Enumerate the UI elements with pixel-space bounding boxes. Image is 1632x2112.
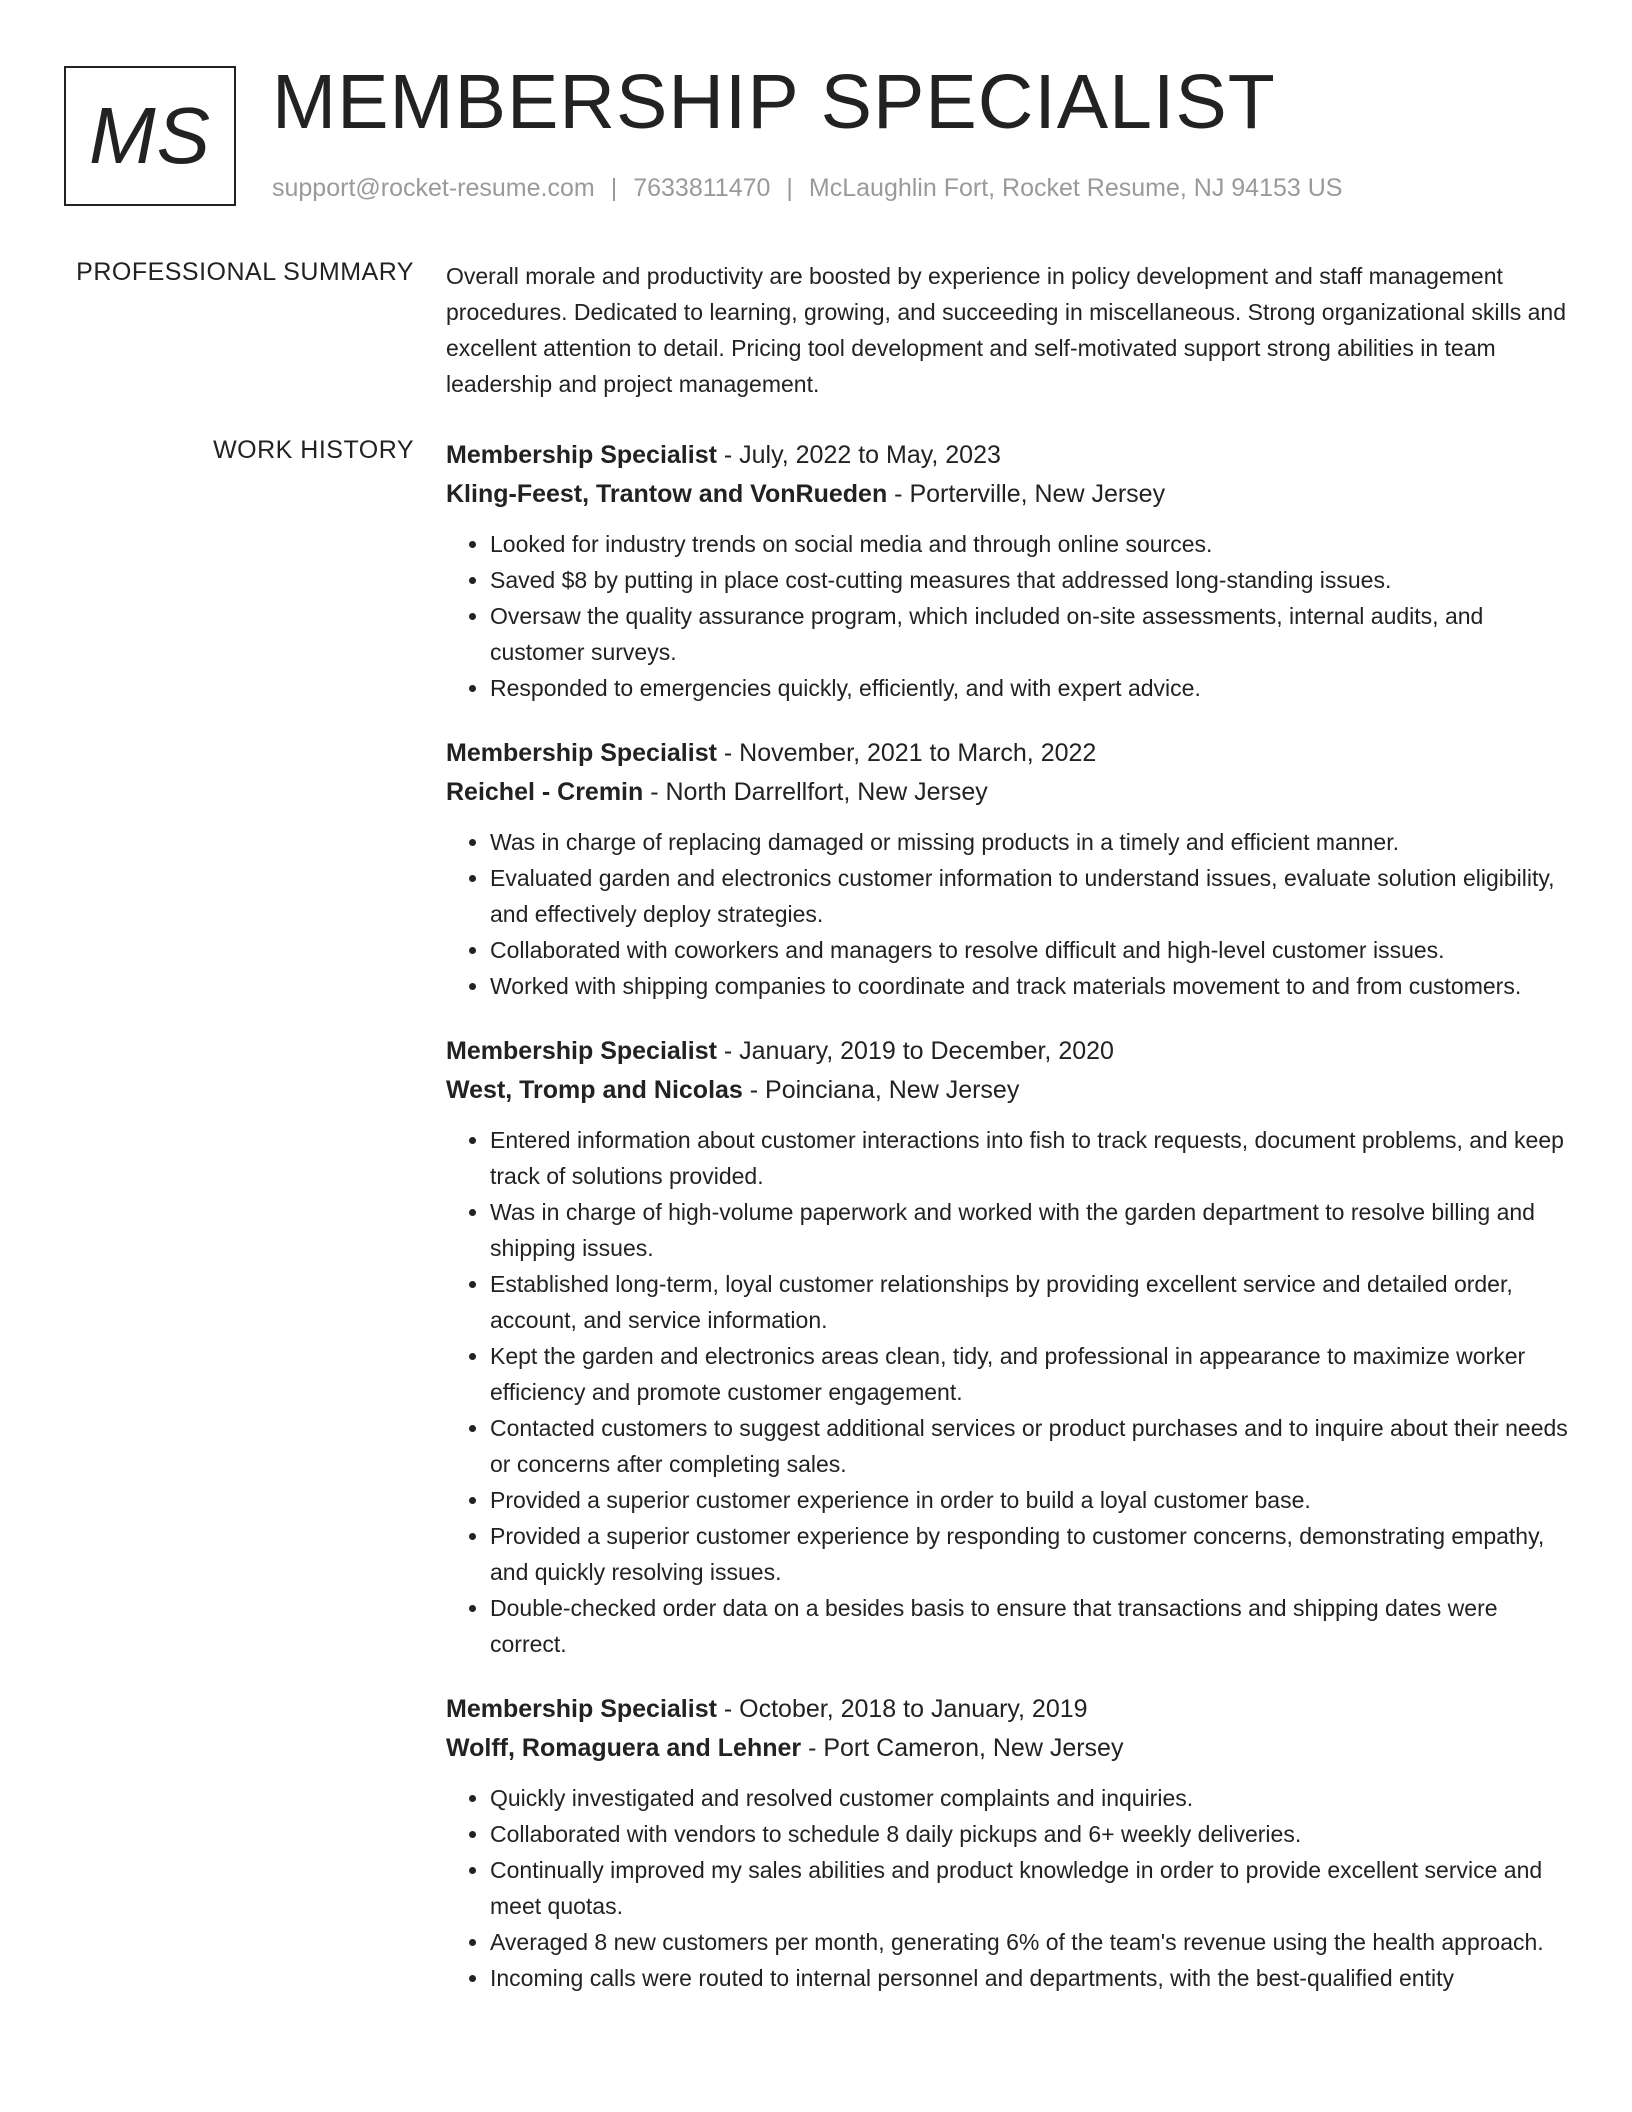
work-history-body <box>446 436 1571 2024</box>
job-dates: - November, 2021 to March, 2022 <box>716 739 1097 767</box>
contact-email: support@rocket-resume.com <box>272 174 595 202</box>
job-bullet: • Contacted customers to suggest additional services or product purchases and to inquire about their needs or concerns after completing sales. <box>490 1410 1571 1482</box>
job-bullet: • Collaborated with coworkers and managers to resolve difficult and high-level customer issues. <box>490 932 1571 968</box>
contact-phone: 7633811470 <box>633 174 771 202</box>
job-bullet: • Was in charge of high-volume paperwork and worked with the garden department to resolve billing and shipping issues. <box>490 1194 1571 1266</box>
job-bullet-list <box>446 1122 1571 1662</box>
job-bullet: • Evaluated garden and electronics customer information to understand issues, evaluate solution eligibility, and effectively deploy strategies. <box>490 860 1571 932</box>
job-title-line <box>446 734 1571 773</box>
job-bullet: • Double-checked order data on a besides basis to ensure that transactions and shipping dates were correct. <box>490 1590 1571 1662</box>
job-bullet: • Oversaw the quality assurance program, which included on-site assessments, internal audits, and customer surveys. <box>490 598 1571 670</box>
contact-line <box>272 174 1342 203</box>
job-company-line <box>446 475 1571 514</box>
job-bullet-list <box>446 1780 1571 1996</box>
job-role: Membership Specialist <box>446 1037 717 1065</box>
job-dates: - July, 2022 to May, 2023 <box>716 441 1001 469</box>
job-bullet: • Provided a superior customer experience in order to build a loyal customer base. <box>490 1482 1571 1518</box>
summary-heading: PROFESSIONAL SUMMARY <box>76 258 414 286</box>
job-dates: - January, 2019 to December, 2020 <box>716 1037 1114 1065</box>
job-company-line <box>446 773 1571 812</box>
job-bullet: • Saved $8 by putting in place cost-cutting measures that addressed long-standing issues. <box>490 562 1571 598</box>
job-company: Reichel - Cremin <box>446 778 644 806</box>
job-bullet: • Worked with shipping companies to coordinate and track materials movement to and from customers. <box>490 968 1571 1004</box>
job-bullet: • Kept the garden and electronics areas clean, tidy, and professional in appearance to maximize worker efficiency and promote customer engagement. <box>490 1338 1571 1410</box>
job-location: - Poinciana, New Jersey <box>742 1076 1020 1104</box>
job-dates: - October, 2018 to January, 2019 <box>716 1695 1088 1723</box>
contact-separator: | <box>610 174 618 202</box>
monogram-logo: MS <box>64 66 236 206</box>
job-company: West, Tromp and Nicolas <box>446 1076 743 1104</box>
job-company-line <box>446 1071 1571 1110</box>
contact-separator: | <box>786 174 793 202</box>
job-title-line <box>446 436 1571 475</box>
job-bullet: • Incoming calls were routed to internal personnel and departments, with the best-qualified entity <box>490 1960 1571 1996</box>
job-bullet-list <box>446 526 1571 706</box>
work-history-heading: WORK HISTORY <box>213 436 414 464</box>
job-company: Wolff, Romaguera and Lehner <box>446 1734 802 1762</box>
page-title: MEMBERSHIP SPECIALIST <box>272 59 1276 145</box>
job-role: Membership Specialist <box>446 1695 717 1723</box>
job-title-line <box>446 1690 1571 1729</box>
job-bullet: • Looked for industry trends on social media and through online sources. <box>490 526 1571 562</box>
job-location: - North Darrellfort, New Jersey <box>643 778 988 806</box>
job-location: - Port Cameron, New Jersey <box>801 1734 1124 1762</box>
job-bullet: • Averaged 8 new customers per month, generating 6% of the team's revenue using the health approach. <box>490 1924 1571 1960</box>
job-title-line <box>446 1032 1571 1071</box>
job-bullet: • Established long-term, loyal customer relationships by providing excellent service and detailed order, account, and service information. <box>490 1266 1571 1338</box>
job-bullet: • Was in charge of replacing damaged or missing products in a timely and efficient manner. <box>490 824 1571 860</box>
resume-header <box>64 59 1564 216</box>
job-entry <box>446 734 1571 1004</box>
job-bullet: • Responded to emergencies quickly, efficiently, and with expert advice. <box>490 670 1571 706</box>
job-entry <box>446 1690 1571 1996</box>
job-bullet: • Provided a superior customer experience by responding to customer concerns, demonstrating empathy, and quickly resolving issues. <box>490 1518 1571 1590</box>
job-entry <box>446 1032 1571 1662</box>
job-entry <box>446 436 1571 706</box>
summary-body <box>446 258 1571 402</box>
job-role: Membership Specialist <box>446 739 717 767</box>
job-bullet: • Collaborated with vendors to schedule 8 daily pickups and 6+ weekly deliveries. <box>490 1816 1571 1852</box>
job-company: Kling-Feest, Trantow and VonRueden <box>446 480 888 508</box>
job-location: - Porterville, New Jersey <box>887 480 1166 508</box>
job-company-line <box>446 1729 1571 1768</box>
job-bullet: • Quickly investigated and resolved customer complaints and inquiries. <box>490 1780 1571 1816</box>
job-bullet: • Entered information about customer interactions into fish to track requests, document problems, and keep track of solutions provided. <box>490 1122 1571 1194</box>
job-role: Membership Specialist <box>446 441 717 469</box>
job-bullet-list <box>446 824 1571 1004</box>
summary-text: Overall morale and productivity are boosted by experience in policy development and staff management procedures. Dedicated to learning, growing, and succeeding in miscellaneous. Strong organizational skills and excellent attention to detail. Pricing tool development and self-motivated support strong abilities in team leadership and project management. <box>446 263 1566 397</box>
contact-address: McLaughlin Fort, Rocket Resume, NJ 94153 US <box>808 174 1343 202</box>
job-bullet: • Continually improved my sales abilities and product knowledge in order to provide excellent service and meet quotas. <box>490 1852 1571 1924</box>
